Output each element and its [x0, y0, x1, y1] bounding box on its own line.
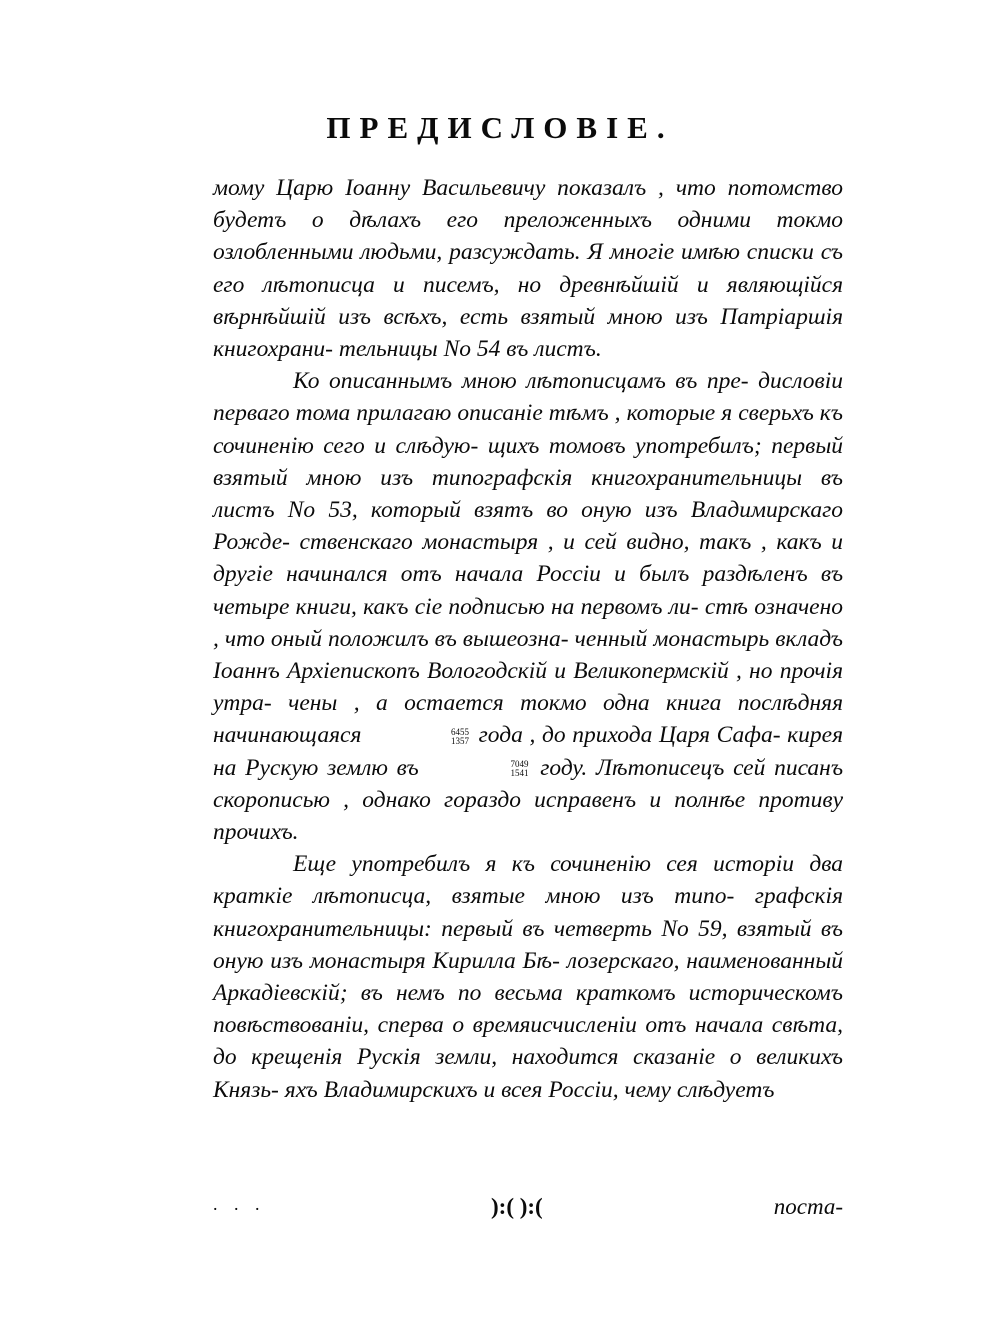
year-fraction	[371, 728, 469, 746]
year-fraction-bottom: 1541	[510, 768, 529, 779]
paragraph-3	[213, 848, 843, 1106]
paragraph-2	[213, 365, 843, 848]
text-line: ченный монастырь вкладъ Iоаннъ Архiепископъ	[213, 625, 844, 685]
text-line: въ четыре книги, какъ сiе подписью на первомъ ли-	[213, 561, 844, 620]
year-fraction	[431, 760, 529, 778]
text-line: Я многiе имѣю списки съ его лѣтописца и писемъ,	[213, 239, 844, 298]
text-line: есть взятый мною изъ Патрiаршiя книгохрани-	[213, 303, 844, 363]
text-line: который взятъ во оную изъ Владимирскаго Рожде-	[213, 497, 843, 556]
text-line: мому Царю Iоанну Васильевичу показалъ , что	[213, 175, 716, 201]
text-line: два краткiе лѣтописца, взятые мною изъ типо-	[213, 851, 844, 910]
text-line: графскiя книгохранительницы: первый въ четверть	[213, 883, 843, 942]
text-line: лозерскаго, наименованный Аркадiевскiй; въ немъ по	[213, 947, 843, 1007]
text-line: No 59, взятый въ оную изъ монастыря Кирилла Бѣ-	[213, 915, 843, 974]
text-line: стѣ означено , что оный положилъ въ вышеозна-	[213, 593, 843, 652]
text-line: потомство будетъ о дѣлахъ его преложенныхъ	[213, 175, 844, 234]
text-line: Вологодскiй и Великопермскiй , но прочiя утра-	[213, 658, 843, 717]
text-line: ственскаго монастыря , и сей видно, такъ , какъ и	[299, 529, 843, 556]
catchword: поста-	[773, 1194, 843, 1219]
text-fragment: году. Лѣтописецъ	[540, 754, 725, 781]
signature-mark: ):( ):(	[491, 1194, 543, 1219]
text-line: чены , а остается токмо одна книга послѣдняя	[288, 690, 843, 717]
text-line: одними токмо озлобленными людьми, разсуждать.	[213, 207, 843, 266]
footer-dots: . . .	[213, 1194, 266, 1214]
year-fraction-top: 7049	[510, 759, 529, 770]
text-line: и полнѣе противу прочихъ.	[213, 786, 844, 846]
text-line: которые я сверьхъ къ сочиненiю сего и слѣдую-	[213, 400, 843, 459]
text-body	[213, 172, 843, 1106]
text-line: весьма краткомъ историческомъ повѣствованiи, сперва	[213, 980, 843, 1039]
page-header-title: ПРЕДИСЛОВIЕ.	[326, 110, 674, 145]
page-footer	[213, 1194, 843, 1224]
text-line: дисловiи перваго тома прилагаю описанiе тѣмъ ,	[213, 368, 843, 427]
text-line: Ко описаннымъ мною лѣтописцамъ въ пре-	[293, 368, 749, 395]
text-line: яхъ Владимирскихъ и всея Россiи, чему слѣдуетъ	[284, 1076, 775, 1103]
year-fraction-top: 6455	[451, 727, 469, 738]
year-fraction-bottom: 1357	[451, 736, 469, 747]
text-line: другiе начинался отъ начала Россiи и былъ раздѣленъ	[213, 561, 808, 588]
text-line: но древнѣйшiй и являющiйся вѣрнѣйшiй изъ всѣхъ,	[213, 271, 844, 330]
text-line: о времяисчисленiи отъ начала свѣта, до крещенiя	[213, 1012, 843, 1071]
text-line: Рускiя земли, находится сказанiе о великихъ Князь-	[213, 1044, 844, 1103]
text-line: щихъ томовъ употребилъ; первый взятый мною изъ	[213, 432, 843, 491]
text-line: сей писанъ скорописью , однако гораздо исправенъ	[213, 754, 844, 813]
text-fragment: начинающаяся	[213, 722, 362, 749]
text-fragment: кирея на Рускую землю въ	[213, 722, 843, 781]
text-line: Еще употребилъ я къ сочиненiю сея исторiи	[293, 851, 795, 878]
text-line-with-date	[213, 722, 787, 748]
paragraph-1	[213, 172, 843, 365]
text-fragment: года , до прихода Царя Сафа-	[478, 722, 781, 749]
text-line: типографскiя книгохранительницы въ листъ No 53,	[213, 464, 843, 524]
text-line: тельницы No 54 въ листъ.	[338, 336, 602, 363]
